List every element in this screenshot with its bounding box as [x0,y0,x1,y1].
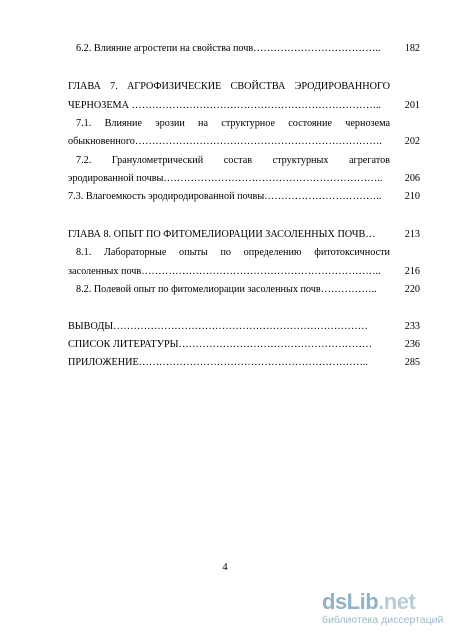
toc-entry-7-2-page: 206 [404,173,420,184]
toc-entry-6-2-title: 6.2. Влияние агростепи на свойства почв……………………………….. [76,43,381,54]
toc-references-title: СПИСОК ЛИТЕРАТУРЫ………………………………………………… [68,339,373,350]
toc-entry-8-2-title: 8.2. Полевой опыт по фитомелиорации засоленных почв…………….. [76,284,377,295]
watermark-logo-tld: .net [378,589,416,614]
toc-chapter-7-title-line1: ГЛАВА 7. АГРОФИЗИЧЕСКИЕ СВОЙСТВА ЭРОДИРОВАННОГО [68,81,390,92]
toc-entry-8-1-title-line2: засоленных почв…………………………………………………………….. [68,266,381,277]
toc-chapter-7-page: 201 [404,100,420,111]
toc-entry-7-2-title-line2: эродированной почвы……………………………………………………….. [68,173,383,184]
toc-appendix-page: 285 [404,357,420,368]
toc-entry-7-2-title-line1: 7.2. Гранулометрический состав структурных агрегатов [76,155,390,166]
toc-references-page: 236 [404,339,420,350]
toc-chapter-7-title-line2: ЧЕРНОЗЕМА ……………………………………………………………….. [68,100,382,111]
toc-entry-7-3-title: 7.3. Влагоемкость эродиродированной почвы…………………………….. [68,191,382,202]
toc-entry-7-3-page: 210 [404,191,420,202]
toc-entry-7-1-title-line2: обыкновенного………………………………………………………………. [68,136,382,147]
toc-entry-7-1-title-line1: 7.1. Влияние эрозии на структурное состояние чернозема [76,118,390,129]
toc-chapter-8-title: ГЛАВА 8. ОПЫТ ПО ФИТОМЕЛИОРАЦИИ ЗАСОЛЕННЫХ ПОЧВ… [68,229,376,240]
page-number: 4 [222,562,228,573]
toc-entry-8-2-page: 220 [404,284,420,295]
toc-conclusions-page: 233 [404,321,420,332]
watermark-logo-main: dsLib [322,589,379,614]
toc-entry-7-1-page: 202 [404,136,420,147]
toc-entry-8-1-title-line1: 8.1. Лабораторные опыты по определению фитотоксичности [76,247,390,258]
watermark-tagline: библиотека диссертаций [322,614,444,626]
toc-entry-8-1-page: 216 [404,266,420,277]
toc-conclusions-title: ВЫВОДЫ………………………………………………………………… [68,321,368,332]
watermark-logo [322,591,446,613]
dslib-watermark [322,591,446,631]
toc-chapter-8-page: 213 [404,229,420,240]
toc-appendix-title: ПРИЛОЖЕНИЕ………………………………………………………….. [68,357,368,368]
toc-entry-6-2-page: 182 [404,43,420,54]
